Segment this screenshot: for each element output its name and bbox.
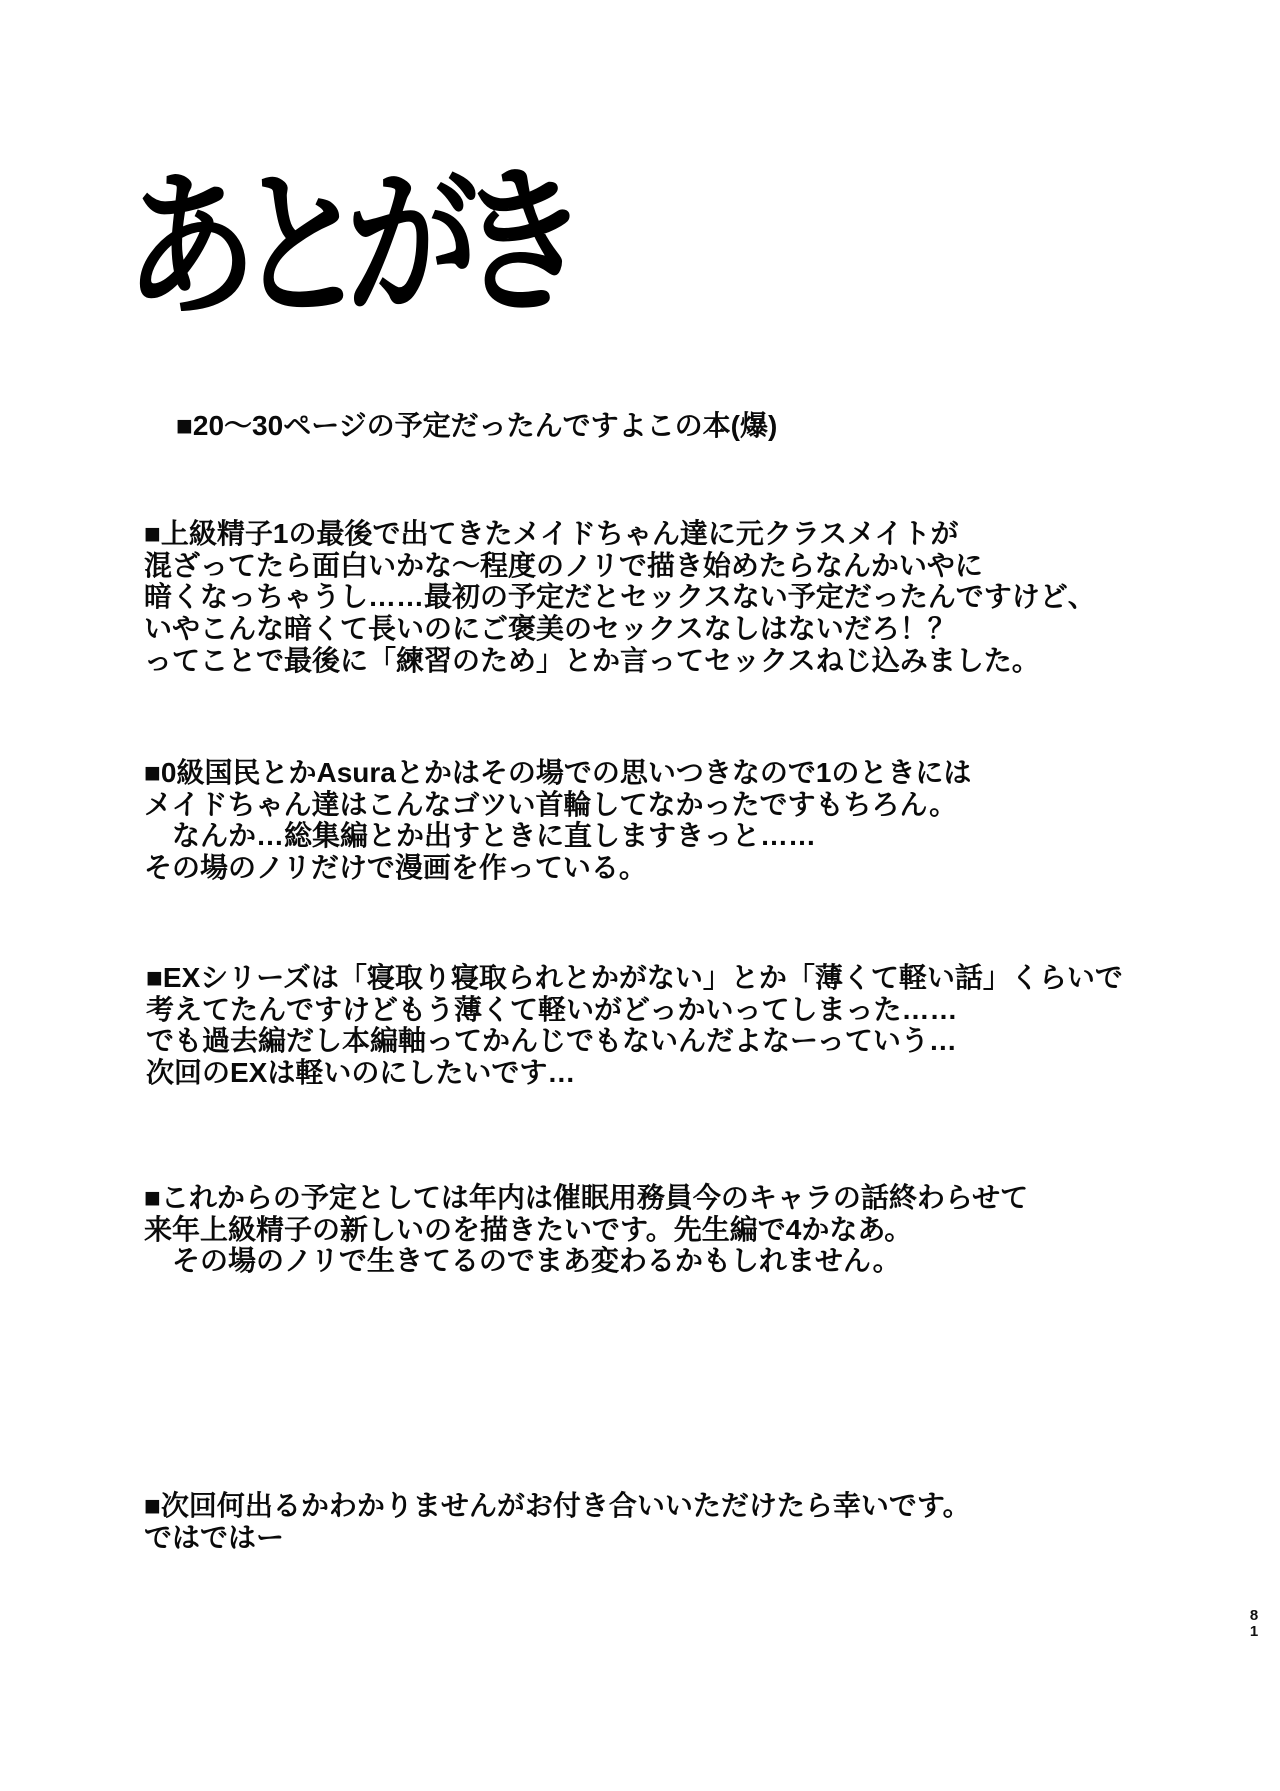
text-line: 次回のEXは軽いのにしたいです… [146,1057,576,1089]
paragraph-page-count [176,410,777,442]
paragraph-future-plans [144,1182,1028,1277]
page-number [1245,1608,1263,1640]
text-line: ■20～30ページの予定だったんですよこの本(爆) [176,410,778,441]
text-line: 来年上級精子の新しいのを描きたいです。先生編で4かなあ。 [144,1213,913,1245]
text-line: 考えてたんですけどもう薄くて軽いがどっかいってしまった…… [146,993,958,1025]
text-line: いやこんな暗くて長いのにご褒美のセックスなしはないだろ！？ [144,613,956,645]
text-line: 暗くなっちゃうし……最初の予定だとセックスない予定だったんですけど、 [144,581,1096,613]
page-number-digit: 1 [1249,1623,1259,1640]
text-line: ■EXシリーズは「寝取り寝取られとかがない」とか「薄くて軽い話」くらいで [146,962,1123,993]
text-line: ではではー [144,1521,285,1553]
page-number-digit: 8 [1249,1607,1259,1624]
text-line: なんか…総集編とか出すときに直しますきっと…… [144,820,817,852]
paragraph-setting-notes [144,757,971,884]
text-line: ■これからの予定としては年内は催眠用務員今のキャラの話終わらせて [144,1182,1029,1213]
text-line: ってことで最後に「練習のため」とか言ってセックスねじ込みました。 [144,644,1040,676]
paragraph-maids-story [144,518,1096,677]
text-line: その場のノリで生きてるのでまあ変わるかもしれません。 [144,1245,901,1277]
page-title: あとがき [123,152,569,337]
text-line: 混ざってたら面白いかな～程度のノリで描き始めたらなんかいやに [144,549,983,581]
paragraph-ex-series [146,962,1123,1089]
text-line: その場のノリだけで漫画を作っている。 [144,852,647,884]
text-line: ■0級国民とかAsuraとかはその場での思いつきなので1のときには [144,757,972,788]
text-line: メイドちゃん達はこんなゴツい首輪してなかったですもちろん。 [144,788,958,820]
text-line: ■次回何出るかわかりませんがお付き合いいただけたら幸いです。 [144,1490,971,1521]
text-line: でも過去編だし本編軸ってかんじでもないんだよなーっていう… [146,1025,957,1057]
text-line: ■上級精子1の最後で出てきたメイドちゃん達に元クラスメイトが [144,518,959,549]
paragraph-closing [144,1490,971,1553]
